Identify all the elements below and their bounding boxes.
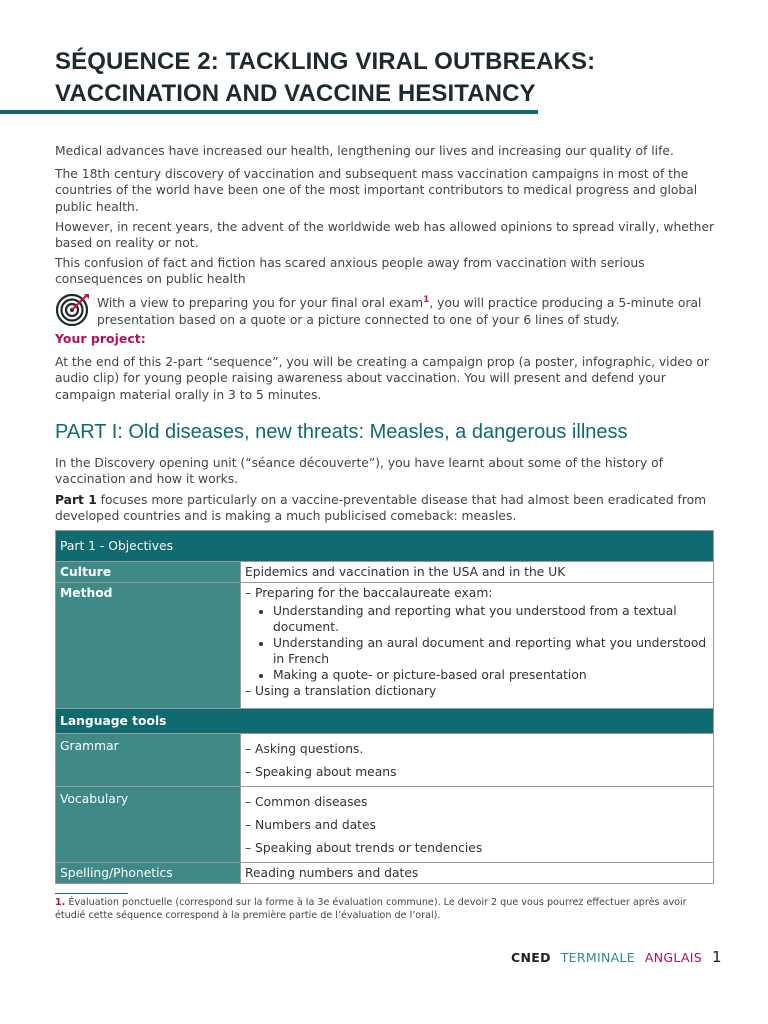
footnote-divider	[55, 893, 128, 894]
target-icon	[55, 292, 91, 326]
title-underline	[0, 110, 538, 114]
project-label: Your project:	[55, 331, 146, 346]
footer-terminale: TERMINALE	[560, 950, 635, 965]
vocabulary-item: – Speaking about trends or tendencies	[245, 841, 483, 855]
project-text: At the end of this 2-part “sequence”, you will be creating a campaign prop (a poster, infographic, video or audio clip) for young people raising awareness about vaccination. You will present and defend your campaign material orally in 3 to 5 minutes.	[55, 355, 709, 402]
page-title	[55, 46, 595, 110]
method-bullets	[245, 603, 709, 683]
grammar-item: – Speaking about means	[245, 765, 397, 779]
footnote-text: Évaluation ponctuelle (correspond sur la forme à la 3e évaluation commune). Le devoir 2 que vous pourrez effectuer après avoir étudié cette séquence correspond à la première partie de l’évaluation de l’oral).	[55, 897, 687, 921]
part1-paragraph-1: In the Discovery opening unit (“séance découverte”), you have learnt about some of the history of vaccination and how it works.	[55, 456, 663, 487]
list-item: • Understanding and reporting what you understood from a textual document.	[273, 603, 709, 635]
footnote	[55, 896, 715, 922]
footnote-ref[interactable]: 1	[423, 295, 430, 305]
grammar-label: Grammar	[56, 734, 241, 787]
vocabulary-item: – Numbers and dates	[245, 818, 376, 832]
table-row	[56, 787, 714, 863]
part1-heading: PART I: Old diseases, new threats: Measles, a dangerous illness	[55, 421, 628, 443]
oral-exam-paragraph	[97, 292, 715, 328]
table-row	[56, 531, 714, 562]
spelling-value: Reading numbers and dates	[241, 863, 714, 884]
table-header: Part 1 - Objectives	[56, 531, 714, 562]
grammar-value	[241, 734, 714, 787]
footnote-mark: 1.	[55, 897, 66, 908]
list-item: • Making a quote- or picture-based oral presentation	[273, 667, 709, 683]
culture-value: Epidemics and vaccination in the USA and in the UK	[241, 562, 714, 583]
part1-rest: focuses more particularly on a vaccine-preventable disease that had almost been eradicated from developed countries and is making a much publicised comeback: measles.	[55, 493, 707, 524]
page-number: 1	[712, 948, 722, 966]
spelling-label: Spelling/Phonetics	[56, 863, 241, 884]
oral-exam-text-rest: , you will practice producing a 5-minute oral presentation based on a quote or a picture connected to one of your 6 lines of study.	[97, 296, 702, 327]
table-row	[56, 734, 714, 787]
footer-cned: CNED	[511, 950, 551, 965]
part1-bold: Part 1	[55, 493, 97, 507]
vocabulary-item: – Common diseases	[245, 795, 368, 809]
method-value	[241, 583, 714, 709]
title-line-1: SÉQUENCE 2: TACKLING VIRAL OUTBREAKS:	[55, 48, 596, 75]
title-line-2: VACCINATION AND VACCINE HESITANCY	[55, 80, 536, 107]
intro-paragraph-2: The 18th century discovery of vaccination and subsequent mass vaccination campaigns in most of the countries of the world have been one of the most important contributors to medical progress and global public health.	[55, 167, 698, 214]
vocabulary-label: Vocabulary	[56, 787, 241, 863]
grammar-item: – Asking questions.	[245, 742, 364, 756]
footer-anglais: ANGLAIS	[644, 950, 703, 965]
objectives-table	[55, 530, 714, 884]
culture-label: Culture	[56, 562, 241, 583]
method-label: Method	[56, 583, 241, 709]
vocabulary-value	[241, 787, 714, 863]
intro-paragraph-3: However, in recent years, the advent of the worldwide web has allowed opinions to spread virally, whether based on reality or not.	[55, 220, 715, 251]
table-row	[56, 709, 714, 734]
page-footer	[511, 948, 722, 966]
intro-paragraph-4: This confusion of fact and fiction has scared anxious people away from vaccination with serious consequences on public health	[55, 256, 645, 287]
table-row	[56, 863, 714, 884]
method-intro: – Preparing for the baccalaureate exam:	[245, 586, 493, 600]
part1-paragraph-2	[55, 492, 715, 525]
language-tools-header: Language tools	[56, 709, 714, 734]
list-item: • Understanding an aural document and reporting what you understood in French	[273, 635, 709, 667]
table-row	[56, 583, 714, 709]
table-row	[56, 562, 714, 583]
oral-exam-text: With a view to preparing you for your final oral exam	[97, 296, 424, 311]
method-outro: – Using a translation dictionary	[245, 684, 437, 698]
intro-paragraph-1: Medical advances have increased our health, lengthening our lives and increasing our quality of life.	[55, 144, 674, 158]
